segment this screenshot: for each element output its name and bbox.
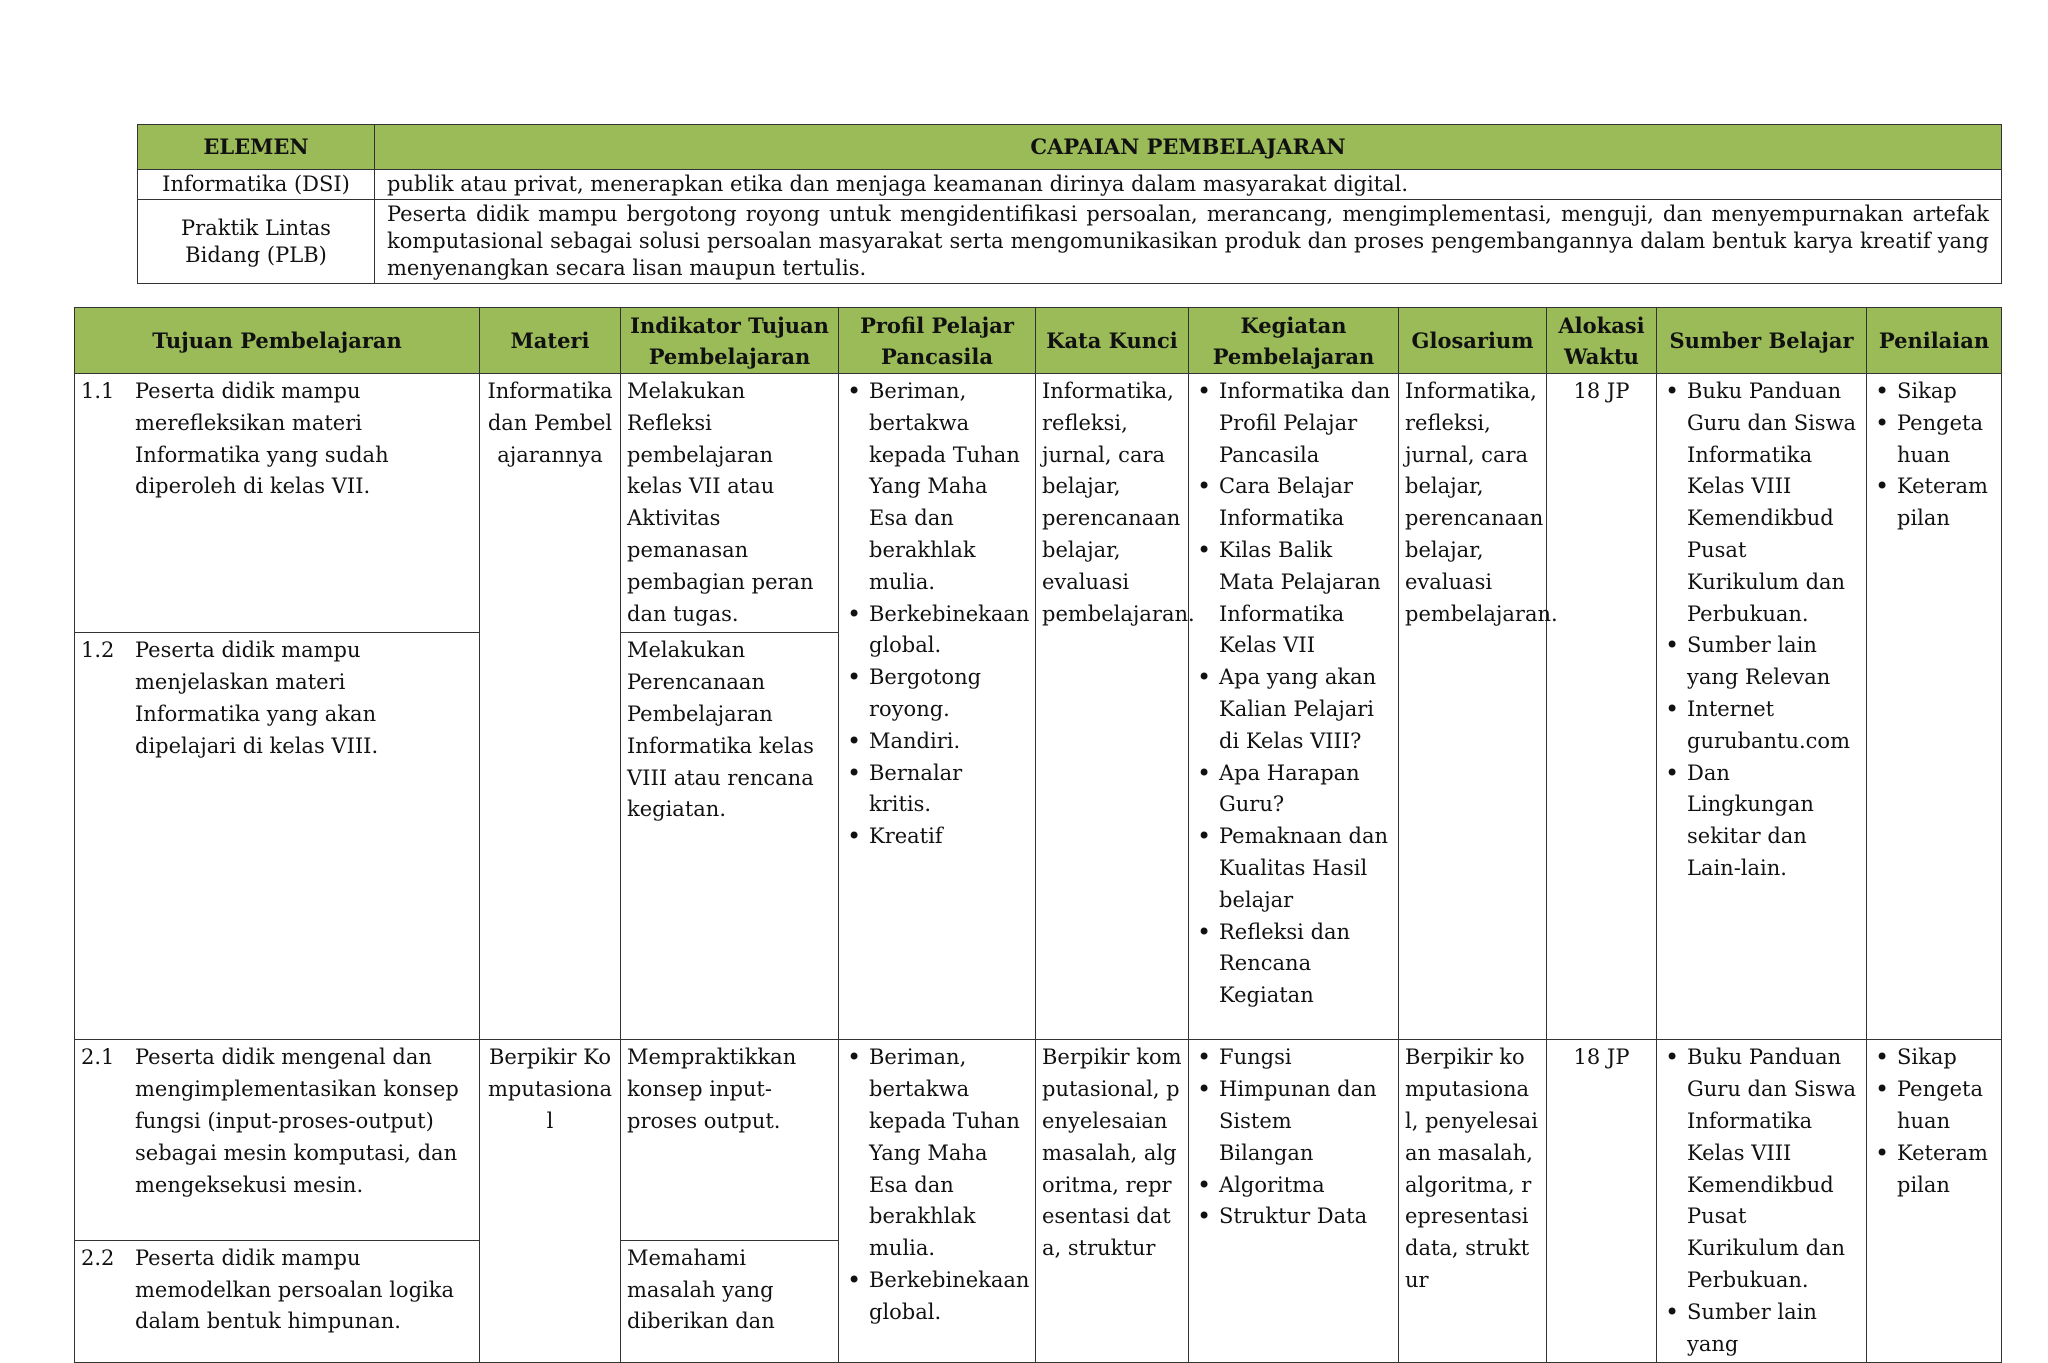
materi-cell: Informatika dan Pembelajarannya	[480, 374, 621, 1040]
list-item: • Bernalar kritis.	[845, 758, 1029, 822]
list-item: • Sumber lain yang	[1663, 1297, 1860, 1361]
profil-list	[845, 1042, 1029, 1328]
list-item: • Fungsi	[1195, 1042, 1392, 1074]
tujuan-number: 1.1	[81, 379, 115, 403]
kegiatan-list	[1195, 376, 1392, 1012]
list-item: • Keterampilan	[1873, 1138, 1995, 1202]
elemen-cell: Informatika (DSI)	[138, 170, 375, 200]
header-indikator: Indikator Tujuan Pembelajaran	[621, 308, 839, 374]
list-item: • Sikap	[1873, 376, 1995, 408]
tujuan-cell	[75, 374, 480, 633]
list-item: • Sikap	[1873, 1042, 1995, 1074]
tujuan-item	[81, 1042, 473, 1201]
list-item: • Informatika dan Profil Pelajar Pancasila	[1195, 376, 1392, 471]
tujuan-item	[81, 635, 473, 762]
sumber-list	[1663, 1042, 1860, 1360]
tujuan-cell	[75, 1240, 480, 1363]
list-item: • Bergotong royong.	[845, 662, 1029, 726]
header-glosarium: Glosarium	[1399, 308, 1547, 374]
tujuan-cell	[75, 633, 480, 1040]
glosarium-cell: Informatika, refleksi, jurnal, cara belajar, perencanaan belajar, evaluasi pembelajaran.	[1399, 374, 1547, 1040]
tujuan-text: Peserta didik mampu memodelkan persoalan logika dalam bentuk himpunan.	[135, 1245, 454, 1334]
glosarium-cell: Berpikir komputasional, penyelesaian masalah, algoritma, representasi data, struktur	[1399, 1040, 1547, 1363]
tujuan-number: 2.2	[81, 1245, 115, 1270]
penilaian-cell	[1867, 374, 2002, 1040]
capaian-cell: Peserta didik mampu bergotong royong untuk mengidentifikasi persoalan, merancang, mengimplementasi, menguji, dan menyempurnakan artefak komputasional sebagai solusi persoalan masyarakat serta mengomunikasikan produk dan proses pengembangannya dalam bentuk karya kreatif yang menyenangkan secara lisan maupun tertulis.	[375, 200, 2002, 284]
list-item: • Dan Lingkungan sekitar dan Lain-lain.	[1663, 758, 1860, 885]
header-elemen: ELEMEN	[138, 125, 375, 170]
list-item: • Buku Panduan Guru dan Siswa Informatika Kelas VIII Kemendikbud Pusat Kurikulum dan Perbukuan.	[1663, 1042, 1860, 1296]
list-item: • Berkebinekaan global.	[845, 1265, 1029, 1329]
header-kegiatan: Kegiatan Pembelajaran	[1189, 308, 1399, 374]
kegiatan-cell	[1189, 1040, 1399, 1363]
capaian-cell: publik atau privat, menerapkan etika dan menjaga keamanan dirinya dalam masyarakat digital.	[375, 170, 2002, 200]
indikator-cell: Melakukan Refleksi pembelajaran kelas VII atau Aktivitas pemanasan pembagian peran dan tugas.	[621, 374, 839, 633]
list-item: • Kilas Balik Mata Pelajaran Informatika Kelas VII	[1195, 535, 1392, 662]
materi-cell: Berpikir Komputasional	[480, 1040, 621, 1363]
header-profil: Profil Pelajar Pancasila	[839, 308, 1036, 374]
penilaian-list	[1873, 376, 1995, 535]
tujuan-text: Peserta didik mampu menjelaskan materi Informatika yang akan dipelajari di kelas VIII.	[135, 638, 379, 758]
header-tujuan: Tujuan Pembelajaran	[75, 308, 480, 374]
header-alokasi: Alokasi Waktu	[1547, 308, 1657, 374]
list-item: • Sumber lain yang Relevan	[1663, 630, 1860, 694]
tujuan-text: Peserta didik mampu merefleksikan materi Informatika yang sudah diperoleh di kelas VII.	[135, 379, 389, 499]
list-item: • Struktur Data	[1195, 1201, 1392, 1233]
alokasi-cell: 18 JP	[1547, 1040, 1657, 1363]
tujuan-number: 1.2	[81, 638, 115, 663]
list-item: • Pemaknaan dan Kualitas Hasil belajar	[1195, 821, 1392, 916]
indikator-cell: Memahami masalah yang diberikan dan	[621, 1240, 839, 1363]
kegiatan-cell	[1189, 374, 1399, 1040]
list-item: • Apa yang akan Kalian Pelajari di Kelas VIII?	[1195, 662, 1392, 757]
elemen-cell: Praktik Lintas Bidang (PLB)	[138, 200, 375, 284]
sumber-cell	[1657, 1040, 1867, 1363]
list-item: • Kreatif	[845, 821, 1029, 853]
profil-cell	[839, 374, 1036, 1040]
capaian-table	[137, 124, 2002, 284]
tujuan-text: Peserta didik mengenal dan mengimplementasikan konsep fungsi (input-proses-output) sebagai mesin komputasi, dan mengeksekusi mesin.	[135, 1045, 459, 1197]
list-item: • Pengetahuan	[1873, 1074, 1995, 1138]
tujuan-number: 2.1	[81, 1045, 115, 1070]
list-item: • Himpunan dan Sistem Bilangan	[1195, 1074, 1392, 1169]
indikator-cell: Mempraktikkan konsep input-proses output.	[621, 1040, 839, 1240]
list-item: • Apa Harapan Guru?	[1195, 758, 1392, 822]
kegiatan-list	[1195, 1042, 1392, 1233]
list-item: • Mandiri.	[845, 726, 1029, 758]
list-item: • Buku Panduan Guru dan Siswa Informatika Kelas VIII Kemendikbud Pusat Kurikulum dan Perbukuan.	[1663, 376, 1860, 630]
sumber-list	[1663, 376, 1860, 885]
rpp-table	[74, 307, 2002, 1363]
list-item: • Keterampilan	[1873, 471, 1995, 535]
alokasi-cell: 18 JP	[1547, 374, 1657, 1040]
indikator-cell: Melakukan Perencanaan Pembelajaran Informatika kelas VIII atau rencana kegiatan.	[621, 633, 839, 1040]
profil-cell	[839, 1040, 1036, 1363]
list-item: • Beriman, bertakwa kepada Tuhan Yang Maha Esa dan berakhlak mulia.	[845, 376, 1029, 599]
header-materi: Materi	[480, 308, 621, 374]
tujuan-item	[81, 1243, 473, 1338]
list-item: • Cara Belajar Informatika	[1195, 471, 1392, 535]
header-penilaian: Penilaian	[1867, 308, 2002, 374]
penilaian-cell	[1867, 1040, 2002, 1363]
list-item: • Internet gurubantu.com	[1663, 694, 1860, 758]
header-capaian: CAPAIAN PEMBELAJARAN	[375, 125, 2002, 170]
list-item: • Algoritma	[1195, 1170, 1392, 1202]
list-item: • Refleksi dan Rencana Kegiatan	[1195, 917, 1392, 1012]
list-item: • Pengetahuan	[1873, 408, 1995, 472]
list-item: • Berkebinekaan global.	[845, 599, 1029, 663]
list-item: • Beriman, bertakwa kepada Tuhan Yang Maha Esa dan berakhlak mulia.	[845, 1042, 1029, 1265]
penilaian-list	[1873, 1042, 1995, 1201]
sumber-cell	[1657, 374, 1867, 1040]
kata-kunci-cell: Informatika, refleksi, jurnal, cara belajar, perencanaan belajar, evaluasi pembelajaran.	[1036, 374, 1189, 1040]
kata-kunci-cell: Berpikir komputasional, penyelesaian masalah, algoritma, representasi data, struktur	[1036, 1040, 1189, 1363]
header-sumber: Sumber Belajar	[1657, 308, 1867, 374]
tujuan-cell	[75, 1040, 480, 1240]
header-kata-kunci: Kata Kunci	[1036, 308, 1189, 374]
profil-list	[845, 376, 1029, 853]
tujuan-item	[81, 376, 473, 503]
